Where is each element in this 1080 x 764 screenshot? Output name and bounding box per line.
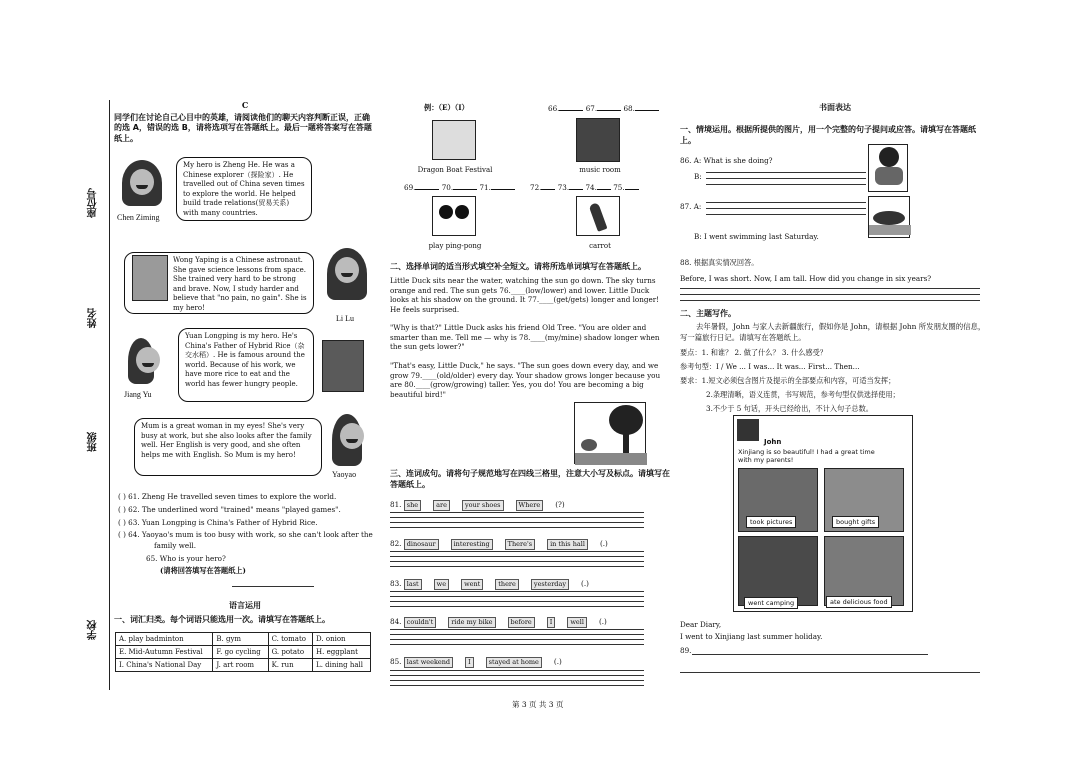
music-room-image — [576, 118, 620, 162]
grid-line — [390, 512, 644, 513]
page-footer: 第 3 页 共 3 页 — [512, 700, 564, 709]
question-62: ( ) 62. The underlined word "trained" means "played games". — [118, 505, 341, 514]
reorder-row-81 — [390, 500, 565, 511]
speech-bubble: Yuan Longping is my hero. He's China's Father of Hybrid Rice（杂交水稻）. He is famous around the world. Because of his work, we have more rice to eat and the world has fewer hungry people. — [178, 328, 314, 402]
writing-section1: 一、情境运用。根据所提供的图片，用一个完整的句子提问或应答。请填写在答题纸上。 — [680, 125, 976, 145]
grid-line — [390, 675, 644, 676]
word-chip: Where — [516, 500, 544, 511]
word-chip: before — [508, 617, 535, 628]
grid-line — [390, 601, 644, 602]
diary-first-line: I went to Xinjiang last summer holiday. — [680, 632, 823, 641]
grid-line — [390, 561, 644, 562]
photo-label: took pictures — [746, 516, 796, 528]
vocab-cell: H. eggplant — [313, 646, 371, 659]
speech-bubble: Mum is a great woman in my eyes! She's very busy at work, but she also looks after the family well. Her English is very good, and she often helps me with English. So Mum is my hero! — [134, 418, 322, 476]
avatar-jiang-yu — [128, 338, 154, 384]
binding-label-school: 学校 — [88, 620, 99, 640]
grid-line — [390, 596, 644, 597]
language-use-heading: 语言运用 — [229, 600, 261, 610]
writing-prompt: 去年暑假，John 与家人去新疆旅行，假如你是 John，请根据 John 所发朋友圈的信息，写一篇旅行日记。请填写在答题纸上。 — [680, 322, 986, 342]
reorder-row-82 — [390, 539, 608, 550]
carrot-image — [576, 196, 620, 236]
question-65-note: (请将回答填写在答题纸上) — [160, 566, 246, 575]
question-61: ( ) 61. Zheng He travelled seven times to explore the world. — [118, 492, 337, 501]
diary-greeting: Dear Diary, — [680, 620, 722, 629]
answer-line — [680, 294, 980, 295]
answer-line — [706, 208, 866, 209]
word-chip: dinosaur — [404, 539, 439, 550]
question-64: ( ) 64. Yaoyao's mum is too busy with work, so she can't look after the — [118, 530, 373, 539]
passage-paragraph-1: Little Duck sits near the water, watching the sun go down. The sky turns orange and red. The sun gets 76.____(low/lower) and lower. Little Duck looks at his shadow on the ground. It 77.____(get/gets) longer and longer! He feels surprised. — [390, 276, 660, 314]
column-reading — [114, 100, 376, 144]
post-avatar — [737, 419, 759, 441]
photo-label: went camping — [744, 597, 798, 609]
reorder-row-83 — [390, 579, 589, 590]
writing-req-3: 3.不少于 5 句话，开头已经给出，不计入句子总数。 — [706, 404, 873, 413]
photo-yuan-longping — [322, 340, 364, 392]
grid-line — [390, 670, 644, 671]
binding-label-seat: 座位号 — [88, 188, 99, 218]
grid-line — [390, 606, 644, 607]
question-88-text: Before, I was short. Now, I am tall. How did you change in six years? — [680, 274, 932, 283]
word-chip: yesterday — [531, 579, 569, 590]
question-86-b: B: — [694, 172, 702, 181]
question-64-cont: family well. — [154, 541, 196, 550]
punctuation: (.) — [553, 657, 562, 666]
grid-line — [390, 680, 644, 681]
blank-label: 74. — [585, 183, 597, 192]
grid-line — [390, 591, 644, 592]
person-name: Jiang Yu — [124, 390, 152, 399]
word-chip: There's — [505, 539, 535, 550]
vocab-cell: F. go cycling — [213, 646, 268, 659]
blanks-69-71 — [404, 182, 515, 192]
word-chip: are — [433, 500, 450, 511]
vocab-table — [115, 632, 371, 672]
speech-bubble: Wong Yaping is a Chinese astronaut. She gave science lessons from space. She trained very hard to be strong and brave. Now, I study harder and believe that "no pain, no gain". She is my hero! — [124, 252, 314, 314]
grid-line — [390, 634, 644, 635]
word-chip: stayed at home — [486, 657, 542, 668]
answer-line — [232, 586, 314, 587]
punctuation: (.) — [599, 539, 608, 548]
word-chip: well — [567, 617, 587, 628]
binding-strip — [84, 100, 114, 700]
grid-line — [390, 685, 644, 686]
girl-reading-image — [868, 144, 908, 192]
pic-caption: carrot — [589, 242, 611, 250]
punctuation: (.) — [581, 579, 589, 588]
blank-label: 75. — [613, 183, 625, 192]
blank-label: 69. — [404, 183, 416, 192]
binding-line — [109, 100, 110, 690]
photo-label: ate delicious food — [826, 596, 892, 608]
post-text: Xinjiang is so beautiful! I had a great time with my parents! — [738, 448, 875, 464]
writing-req-1: 要求：1.短文必须包含图片及提示的全部要点和内容，可适当发挥； — [680, 376, 896, 385]
ping-pong-image — [432, 196, 476, 236]
word-chip: ride my bike — [448, 617, 495, 628]
reorder-row-85 — [390, 657, 562, 668]
duck-tree-image — [574, 402, 646, 464]
post-author: John — [764, 438, 782, 446]
swimming-image — [868, 196, 910, 238]
writing-points: 要点：1. 和谁？ 2. 做了什么？ 3. 什么感受？ — [680, 348, 827, 357]
answer-line — [706, 172, 866, 173]
person-name: Li Lu — [336, 314, 354, 323]
photo-camping — [738, 536, 818, 606]
vocab-instruction: 一、词汇归类。每个词语只能选用一次。请填写在答题纸上。 — [114, 615, 330, 624]
question-88: 88. 根据真实情况回答。 — [680, 258, 759, 267]
answer-line — [680, 672, 980, 673]
binding-label-class: 班级 — [88, 432, 99, 452]
vocab-cell: D. onion — [313, 633, 371, 646]
row-number: 84. — [390, 617, 402, 626]
word-chip: last weekend — [404, 657, 453, 668]
photo-label: bought gifts — [832, 516, 879, 528]
speech-bubble: My hero is Zheng He. He was a Chinese explorer（探险家）. He travelled out of China seven times to explore the world. He helped build trade relations(贸易关系) with many countries. — [176, 157, 312, 221]
blanks-72-75 — [530, 182, 639, 192]
word-chip: I — [547, 617, 556, 628]
vocab-cell: L. dining hall — [313, 659, 371, 672]
writing-req-2: 2.条理清晰，语义连贯，书写规范，参考句型仅供选择使用； — [706, 390, 900, 399]
avatar-chen-ziming — [122, 160, 162, 206]
row-number: 83. — [390, 579, 402, 588]
word-chip: I — [465, 657, 474, 668]
grid-line — [390, 639, 644, 640]
word-chip: couldn't — [404, 617, 437, 628]
person-name: Chen Ziming — [117, 213, 160, 222]
avatar-yaoyao — [332, 414, 362, 466]
row-number: 85. — [390, 657, 402, 666]
vocab-cell: B. gym — [213, 633, 268, 646]
answer-line — [692, 654, 928, 655]
vocab-cell: K. run — [268, 659, 312, 672]
example-label: 例：（E）（I） — [424, 103, 469, 112]
question-87: 87. A: — [680, 202, 702, 211]
answer-line — [706, 184, 866, 185]
grid-line — [390, 551, 644, 552]
avatar-li-lu — [327, 248, 367, 300]
word-chip: she — [404, 500, 421, 511]
blank-label: 71. — [479, 183, 491, 192]
answer-line — [706, 178, 866, 179]
section2-instruction: 二、选择单词的适当形式填空补全短文。请将所选单词填写在答题纸上。 — [390, 262, 646, 271]
question-89: 89. — [680, 646, 692, 655]
blank-label: 68. — [623, 104, 635, 113]
writing-heading: 书面表达 — [819, 102, 851, 112]
word-chip: your shoes — [462, 500, 504, 511]
blank-label: 73. — [557, 183, 570, 192]
vocab-cell: J. art room — [213, 659, 268, 672]
word-chip: in this hall — [547, 539, 588, 550]
word-chip: we — [434, 579, 449, 590]
blank-label: 72. — [530, 183, 542, 192]
punctuation: (.) — [598, 617, 607, 626]
reorder-row-84 — [390, 617, 607, 628]
blanks-66-68 — [548, 103, 659, 113]
answer-line — [706, 202, 866, 203]
grid-line — [390, 522, 644, 523]
row-number: 82. — [390, 539, 402, 548]
moments-post — [733, 415, 913, 612]
grid-line — [390, 556, 644, 557]
writing-ref: 参考句型：I / We ... I was... It was... First... Then... — [680, 362, 860, 371]
grid-line — [390, 527, 644, 528]
blank-label: 70. — [441, 183, 454, 192]
vocab-cell: E. Mid-Autumn Festival — [116, 646, 213, 659]
word-chip: there — [495, 579, 519, 590]
grid-line — [390, 629, 644, 630]
pic-caption: Dragon Boat Festival — [417, 166, 493, 174]
blank-label: 66. — [548, 104, 560, 113]
word-chip: interesting — [451, 539, 493, 550]
vocab-cell: G. potato — [268, 646, 312, 659]
binding-label-name: 姓名 — [88, 308, 99, 328]
section3-instruction: 三、连词成句。请将句子规范地写在四线三格里，注意大小写及标点。请填写在答题纸上。 — [390, 469, 670, 489]
pic-caption: music room — [579, 166, 621, 174]
answer-line — [706, 214, 866, 215]
grid-line — [390, 566, 644, 567]
passage-paragraph-3: "That's easy, Little Duck," he says. "The sun goes down every day, and we grow 79.____(old/older) every day. Your shadow grows longer because you are 80.____(grow/growing) taller. Yes, you do! You are becoming a big beautiful bird!" — [390, 361, 661, 399]
question-86: 86. A: What is she doing? — [680, 156, 773, 165]
answer-line — [680, 300, 980, 301]
word-chip: went — [461, 579, 483, 590]
blank-label: 67. — [585, 104, 598, 113]
row-number: 81. — [390, 500, 402, 509]
vocab-cell: I. China's National Day — [116, 659, 213, 672]
writing-section2: 二、主题写作。 — [680, 309, 736, 318]
punctuation: (?) — [555, 500, 565, 509]
passage-paragraph-2: "Why is that?" Little Duck asks his friend Old Tree. "You are older and smarter than me. Tell me — why is 78.____(my/mine) shadow longer when the sun gets lower?" — [390, 323, 660, 352]
vocab-cell: A. play badminton — [116, 633, 213, 646]
person-name: Yaoyao — [332, 470, 357, 479]
question-65: 65. Who is your hero? — [146, 554, 226, 563]
grid-line — [390, 644, 644, 645]
grid-line — [390, 517, 644, 518]
reading-instruction: 同学们在讨论自己心目中的英雄，请阅读他们的聊天内容判断正误，正确的选 A，错误的选 B，请将选项写在答题纸上。最后一题将答案写在答题纸上。 — [114, 112, 372, 143]
dragon-boat-image — [432, 120, 476, 160]
pic-caption: play ping-pong — [428, 242, 482, 250]
section-heading-c: C — [241, 100, 249, 110]
answer-line — [680, 288, 980, 289]
question-87-b: B: I went swimming last Saturday. — [694, 232, 819, 241]
word-chip: last — [404, 579, 422, 590]
vocab-cell: C. tomato — [268, 633, 312, 646]
question-63: ( ) 63. Yuan Longping is China's Father of Hybrid Rice. — [118, 518, 318, 527]
